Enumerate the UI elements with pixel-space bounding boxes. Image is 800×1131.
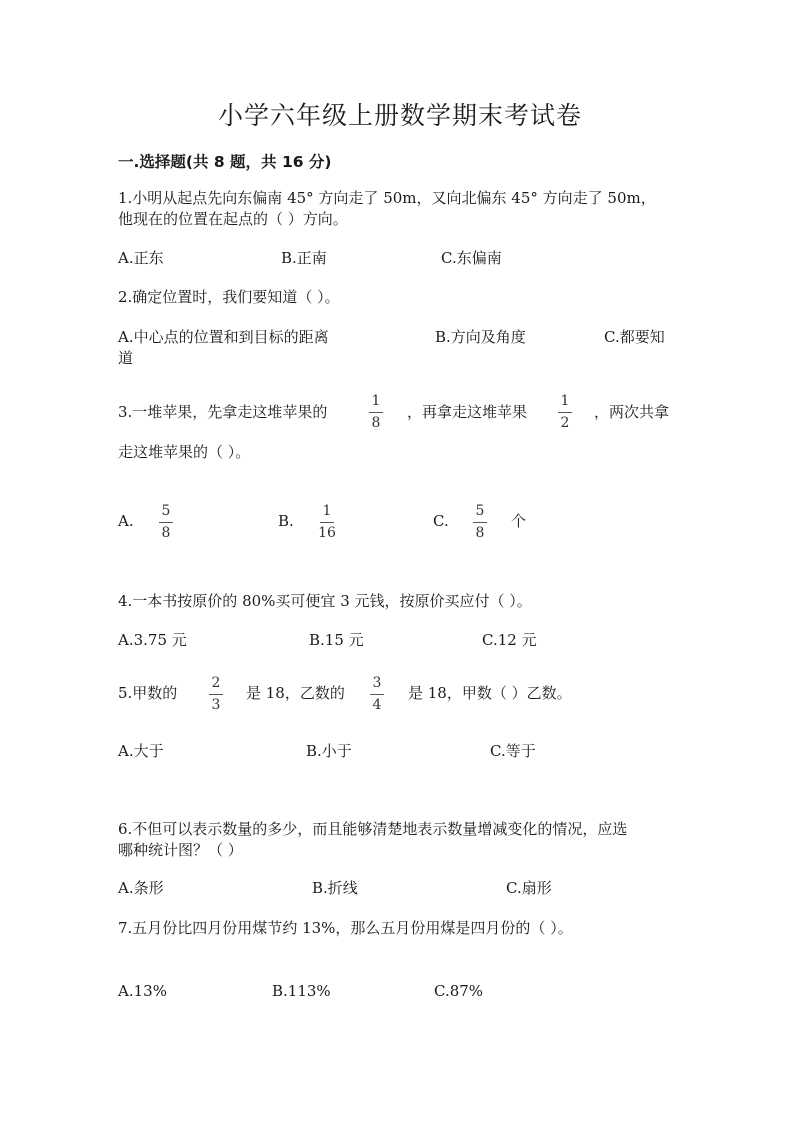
fraction-bar [369,412,383,413]
question-5-part-1: 5.甲数的 [118,684,178,702]
question-1-line-2: 他现在的位置在起点的（ ）方向。 [118,210,348,228]
fraction-one-half [553,394,577,431]
fraction-denominator: 2 [560,415,570,431]
question-2-option-a: A.中心点的位置和到目标的距离 [118,328,329,346]
question-3-part-2: ，再拿走这堆苹果 [407,403,528,421]
fraction-denominator: 8 [475,525,485,541]
fraction-bar [473,522,487,523]
question-3-option-b-label: B. [278,512,294,530]
fraction-numerator: 1 [322,503,332,519]
question-6-option-a: A.条形 [118,879,164,897]
question-2-option-c: C.都要知 [604,328,665,346]
question-3-part-3: ，两次共拿 [594,403,670,421]
fraction-numerator: 2 [211,675,221,691]
fraction-two-thirds [204,676,228,713]
question-2-text: 2.确定位置时，我们要知道（ ）。 [118,288,340,306]
fraction-bar [558,412,572,413]
question-1-option-b: B.正南 [281,249,327,267]
fraction-numerator: 1 [371,393,381,409]
fraction-denominator: 8 [161,525,171,541]
question-3-part-1: 3.一堆苹果，先拿走这堆苹果的 [118,403,328,421]
question-5-part-2: 是 18，乙数的 [246,684,345,702]
question-4-option-a: A.3.75 元 [118,631,187,649]
question-2-option-b: B.方向及角度 [435,328,526,346]
question-7-text: 7.五月份比四月份用煤节约 13%，那么五月份用煤是四月份的（ ）。 [118,919,573,937]
question-1-line-1: 1.小明从起点先向东偏南 45° 方向走了 50m，又向北偏东 45° 方向走了 50m， [118,189,656,207]
question-7-option-a: A.13% [118,982,167,1000]
question-5-option-a: A.大于 [118,742,164,760]
question-3-line-2: 走这堆苹果的（ ）。 [118,443,251,461]
question-3-option-a-label: A. [118,512,134,530]
fraction-one-eighth [364,394,388,431]
question-4-option-b: B.15 元 [309,631,364,649]
fraction-numerator: 5 [475,503,485,519]
question-6-option-b: B.折线 [312,879,358,897]
question-6-line-2: 哪种统计图？（ ） [118,841,243,859]
question-3-option-a-fraction [154,504,178,541]
question-1-option-a: A.正东 [118,249,164,267]
fraction-bar [370,694,384,695]
question-3-option-c-fraction [468,504,492,541]
question-7-option-b: B.113% [272,982,331,1000]
question-6-option-c: C.扇形 [506,879,552,897]
question-3-option-b-fraction [315,504,339,541]
question-7-option-c: C.87% [434,982,484,1000]
question-3-option-c-suffix: 个 [511,512,527,530]
question-5-part-3: 是 18，甲数（ ）乙数。 [408,684,572,702]
question-2-option-c-wrap: 道 [118,349,134,367]
fraction-denominator: 16 [318,525,336,541]
question-1-option-c: C.东偏南 [441,249,502,267]
fraction-numerator: 5 [161,503,171,519]
fraction-three-quarters [365,676,389,713]
fraction-bar [159,522,173,523]
fraction-numerator: 3 [372,675,382,691]
fraction-bar [209,694,223,695]
fraction-denominator: 3 [211,697,221,713]
fraction-bar [320,522,334,523]
section-header: 一.选择题(共 8 题，共 16 分) [118,153,332,171]
question-4-text: 4.一本书按原价的 80%买可便宜 3 元钱，按原价买应付（ ）。 [118,592,532,610]
question-4-option-c: C.12 元 [482,631,537,649]
question-5-option-c: C.等于 [490,742,536,760]
fraction-numerator: 1 [560,393,570,409]
question-5-option-b: B.小于 [306,742,352,760]
question-6-line-1: 6.不但可以表示数量的多少，而且能够清楚地表示数量增减变化的情况，应选 [118,820,628,838]
page-title: 小学六年级上册数学期末考试卷 [217,101,582,130]
fraction-denominator: 8 [371,415,381,431]
question-3-option-c-label: C. [433,512,449,530]
fraction-denominator: 4 [372,697,382,713]
